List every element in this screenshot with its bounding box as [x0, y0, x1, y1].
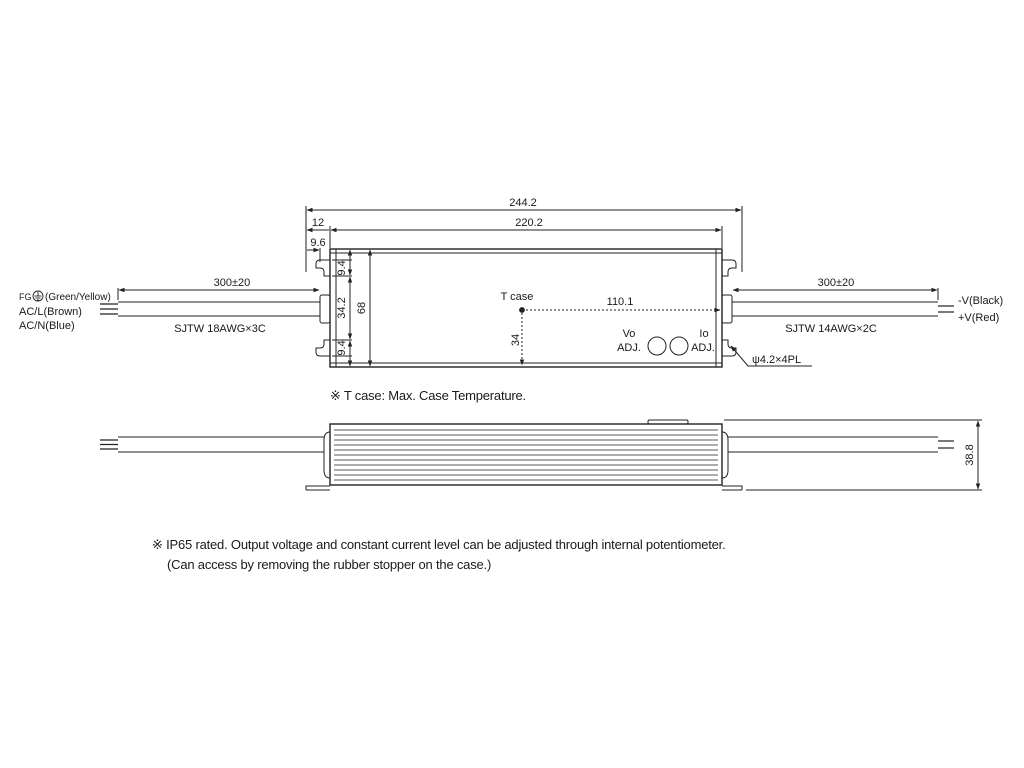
ac-line-label: AC/L(Brown) [19, 306, 82, 318]
mounting-holes-label: ψ4.2×4PL [752, 354, 802, 366]
left-mounting-flange [316, 260, 330, 356]
io-adj-potentiometer [670, 337, 688, 355]
vo-adj-potentiometer [648, 337, 666, 355]
case-body-side [330, 424, 722, 485]
edge-top-label: 9.4 [336, 260, 348, 276]
input-cable-label: SJTW 18AWG×3C [174, 323, 266, 335]
ac-neutral-label: AC/N(Blue) [19, 320, 75, 332]
tcase-point [520, 308, 525, 313]
stopper-note: (Can access by removing the rubber stopper on the case.) [167, 557, 492, 572]
output-cable-top [732, 302, 954, 316]
case-body-top [330, 249, 722, 367]
overall-length-label: 244.2 [509, 197, 537, 209]
io-adj-label: ADJ. [691, 342, 715, 354]
tcase-label: T case [500, 291, 534, 303]
tcase-from-edge-label: 34 [510, 333, 522, 347]
tcase-note: ※ T case: Max. Case Temperature. [330, 388, 526, 403]
side-view [100, 420, 982, 490]
fg-color-label: (Green/Yellow) [45, 292, 111, 303]
heatsink-fins [334, 430, 718, 480]
body-length-label: 220.2 [515, 217, 543, 229]
flange-length-label: 12 [311, 217, 325, 229]
output-length-label: 300±20 [817, 277, 855, 289]
edge-bottom-label: 9.4 [336, 340, 348, 356]
negative-output-label: -V(Black) [958, 295, 1004, 307]
height-label: 68 [356, 301, 368, 315]
fg-label: FG [19, 292, 32, 302]
right-mounting-flange [722, 260, 736, 356]
hole-offset-label: 9.6 [310, 237, 326, 249]
io-label: Io [699, 328, 709, 340]
ground-icon [33, 291, 43, 301]
input-cable-top [100, 302, 320, 316]
ip65-note: ※ IP65 rated. Output voltage and constant current level can be adjusted through internal potentiometer. [152, 537, 726, 552]
tcase-distance-label: 110.1 [606, 296, 634, 308]
hole-pitch-label: 34.2 [336, 297, 348, 319]
positive-output-label: +V(Red) [958, 312, 1000, 324]
output-cable-label: SJTW 14AWG×2C [785, 323, 877, 335]
side-height-label: 38.8 [964, 444, 976, 466]
vo-label: Vo [622, 328, 636, 340]
vo-adj-label: ADJ. [617, 342, 641, 354]
input-length-label: 300±20 [213, 277, 251, 289]
